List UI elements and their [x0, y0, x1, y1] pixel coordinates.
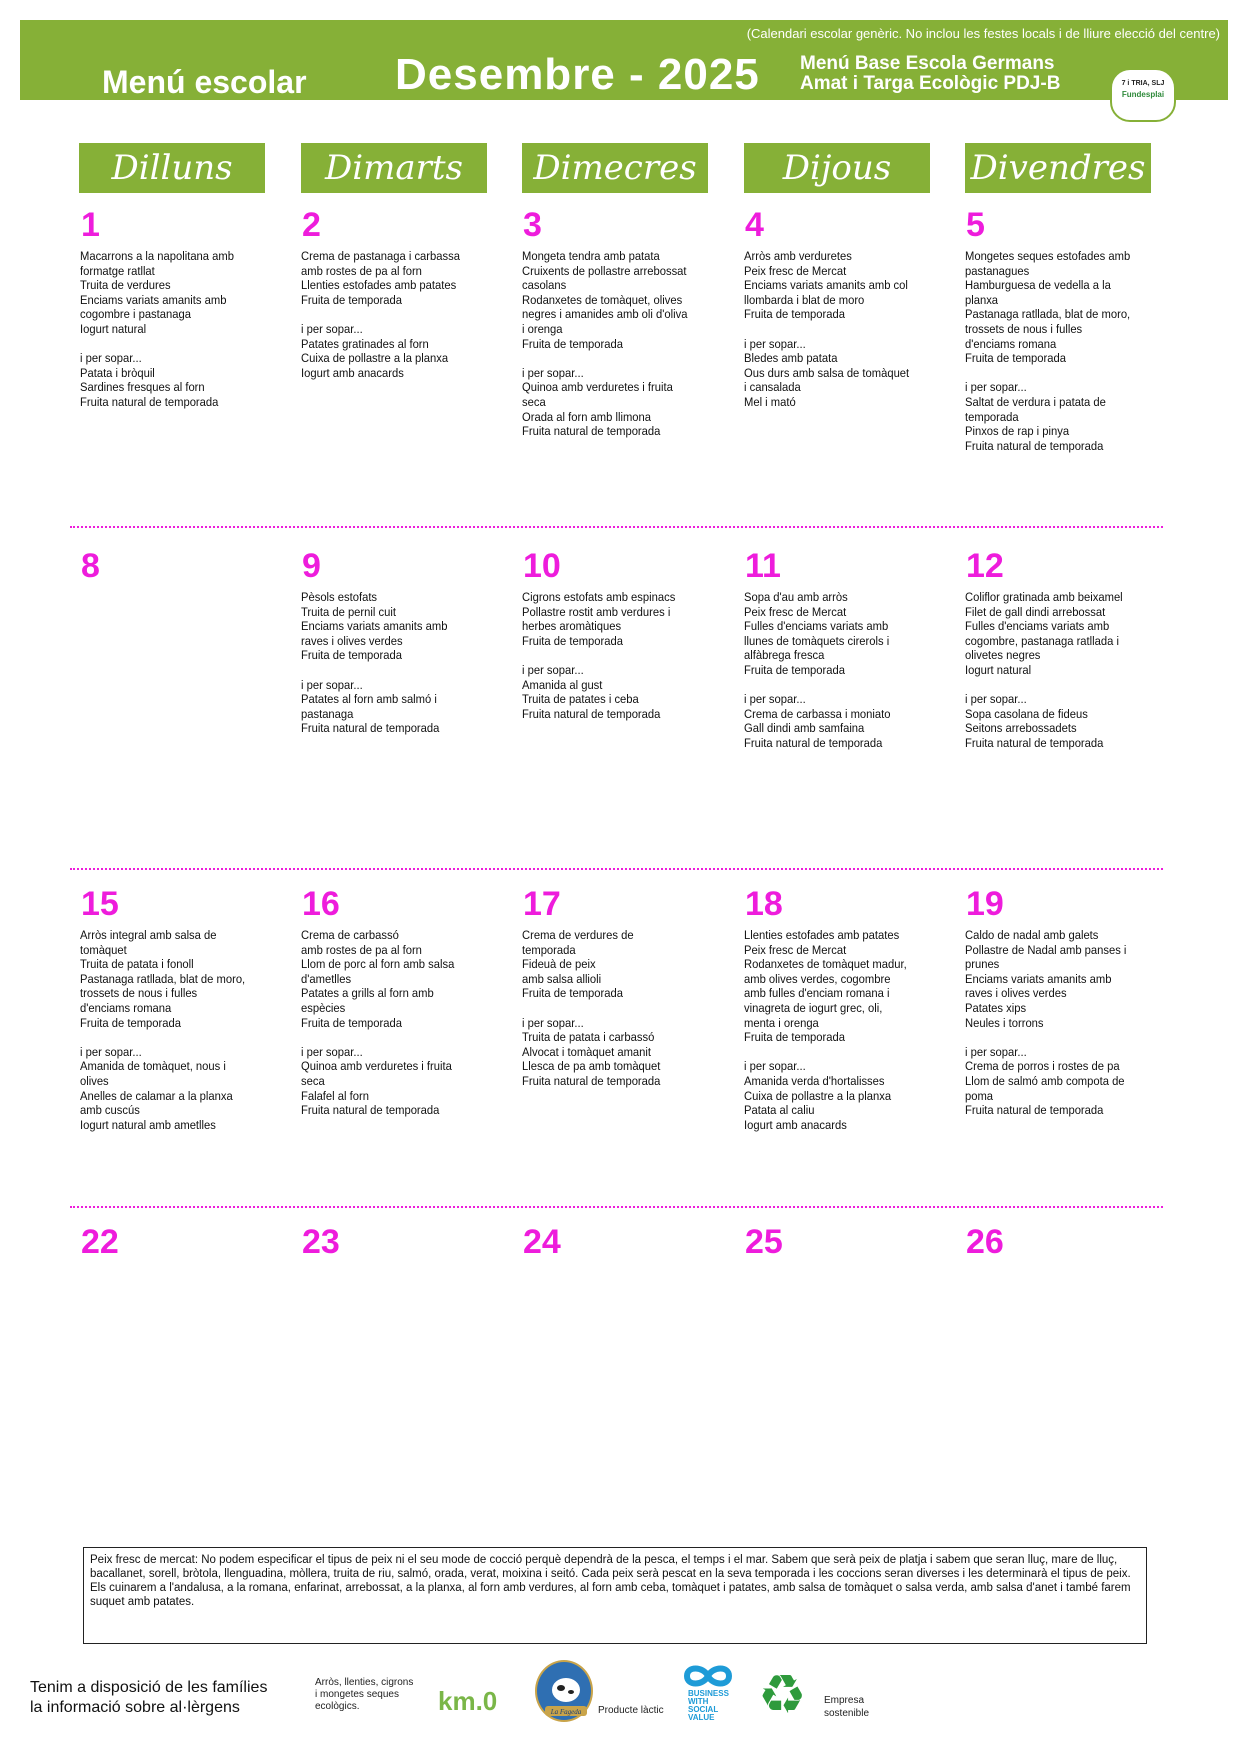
weekday-header-wednesday: Dimecres: [522, 143, 708, 193]
menu-item: d'ametlles: [301, 971, 352, 986]
allergens-info-line2: la informació sobre al·lèrgens: [30, 1699, 240, 1716]
day-cell: [965, 205, 1165, 453]
day-cell: [301, 884, 501, 1118]
bsv-line1: BUSINESS: [688, 1689, 729, 1698]
menu-item: herbes aromàtiques: [522, 619, 622, 634]
menu-item: [965, 1030, 1163, 1045]
menu-item: Truita de verdures: [80, 278, 171, 293]
menu-item: Fruita de temporada: [744, 662, 845, 677]
day-cell: [965, 884, 1165, 1118]
menu-item: Iogurt natural amb ametlles: [80, 1117, 216, 1132]
dinner-heading: i per sopar...: [301, 677, 363, 692]
menu-item: Iogurt natural: [80, 321, 147, 336]
calendar-note: (Calendari escolar genèric. No inclou les festes locals i de lliure elecció del centre): [746, 26, 1220, 41]
day-number: 1: [81, 206, 100, 244]
menu-item: menta i orenga: [744, 1015, 819, 1030]
day-number: 3: [523, 206, 542, 244]
company-logo-line2: Fundesplai: [1121, 90, 1165, 99]
day-number: 24: [523, 1223, 561, 1261]
menu-item: llunes de tomàquets cirerols i: [744, 633, 890, 648]
menu-list: [744, 590, 942, 751]
menu-item: Fruita natural de temporada: [965, 438, 1104, 453]
menu-item: olives: [80, 1073, 109, 1088]
menu-item: tomàquet: [80, 942, 127, 957]
menu-item: Crema de porros i rostes de pa: [965, 1059, 1120, 1074]
day-number: 9: [302, 547, 321, 585]
menu-item: Anelles de calamar a la planxa: [80, 1088, 233, 1103]
dinner-heading: i per sopar...: [301, 1044, 363, 1059]
menu-item: [522, 648, 720, 663]
menu-item: Enciams variats amanits amb: [965, 971, 1112, 986]
school-name: [800, 54, 1060, 94]
menu-item: [80, 1030, 278, 1045]
menu-item: pastanagues: [965, 263, 1030, 278]
menu-item: Filet de gall dindi arrebossat: [965, 604, 1106, 619]
menu-item: Fruita de temporada: [744, 1030, 845, 1045]
dinner-heading: i per sopar...: [522, 365, 584, 380]
menu-item: prunes: [965, 957, 1000, 972]
menu-list: [80, 249, 278, 410]
menu-list: [522, 249, 720, 439]
day-number: 22: [81, 1223, 119, 1261]
menu-item: raves i olives verdes: [301, 633, 403, 648]
menu-item: Mongeta tendra amb patata: [522, 249, 660, 263]
menu-item: [80, 337, 278, 352]
day-cell: [744, 546, 944, 751]
menu-item: Sardines fresques al forn: [80, 380, 205, 395]
recycle-icon: ♻: [758, 1665, 807, 1725]
menu-item: Fruita natural de temporada: [522, 706, 661, 721]
menu-item: cogombre i pastanaga: [80, 307, 191, 322]
day-cell: [965, 546, 1165, 751]
eco-note-line2: i mongetes seques: [315, 1689, 399, 1700]
menu-item: Peix fresc de Mercat: [744, 604, 847, 619]
eco-legumes-note: [315, 1677, 413, 1713]
menu-item: amb salsa allioli: [522, 971, 602, 986]
day-number: 16: [302, 885, 340, 923]
week-separator: [70, 526, 1163, 528]
dairy-brand-label: La Fageda: [550, 1708, 582, 1716]
menu-item: Cuixa de pollastre a la planxa: [301, 351, 449, 366]
menu-list: [301, 249, 499, 380]
dinner-heading: i per sopar...: [80, 351, 142, 366]
menu-item: Sopa d'au amb arròs: [744, 590, 848, 604]
menu-item: Fruita natural de temporada: [744, 735, 883, 750]
menu-item: Gall dindi amb samfaina: [744, 721, 865, 736]
menu-item: Fruita natural de temporada: [522, 1073, 661, 1088]
menu-list: [965, 590, 1163, 751]
menu-item: Truita de patates i ceba: [522, 692, 639, 707]
day-cell: [80, 1222, 280, 1266]
cow-icon: [537, 1662, 595, 1724]
dinner-heading: i per sopar...: [965, 380, 1027, 395]
menu-item: poma: [965, 1088, 994, 1103]
menu-item: Fruita de temporada: [965, 351, 1066, 366]
menu-item: Patates al forn amb salmó i: [301, 692, 437, 707]
menu-item: Llenties estofades amb patates: [301, 278, 457, 293]
menu-item: Fruita natural de temporada: [522, 424, 661, 439]
menu-item: Mongetes seques estofades amb: [965, 249, 1131, 263]
day-number: 4: [745, 206, 764, 244]
day-number: 2: [302, 206, 321, 244]
menu-item: negres i amanides amb oli d'oliva: [522, 307, 688, 322]
menu-item: Fruita de temporada: [522, 986, 623, 1001]
menu-item: Seitons arrebossadets: [965, 721, 1077, 736]
menu-item: [301, 663, 499, 678]
menu-item: amb fulles d'enciam romana i: [744, 986, 890, 1001]
menu-item: Peix fresc de Mercat: [744, 263, 847, 278]
fish-footnote: Peix fresc de mercat: No podem especificar el tipus de peix ni el seu mode de cocció perquè dependrà de la pesca, el temps i el mar. Sabem que serà peix de platja i sabem que seran lluç, mare de lluç, bacallanet, sorell, bròtola, llenguadina, mòllera, truita de riu, salmó, orada, verat, moixina i seitó. Cada peix serà pescat en la seva temporada i les coccions seran diverses i les determinarà el tipus de peix. Els cuinarem a l'andalusa, a la romana, enfarinat, arrebossat, a la planxa, al forn amb verdures, al forn amb ceba, tomàquet i patates, amb salsa de tomàquet o salsa verda, amb salsa d'anet i també farem suquet amb patates.: [83, 1547, 1147, 1644]
menu-item: Fruita natural de temporada: [301, 721, 440, 736]
menu-item: trossets de nous i fulles: [965, 321, 1083, 336]
menu-item: [301, 1030, 499, 1045]
day-cell: [744, 884, 944, 1132]
menu-item: Falafel al forn: [301, 1088, 369, 1103]
menu-list: [744, 249, 942, 410]
menu-item: Fulles d'enciams variats amb: [965, 619, 1110, 634]
menu-item: i cansalada: [744, 380, 801, 395]
menu-item: planxa: [965, 292, 999, 307]
menu-item: Fruita de temporada: [744, 307, 845, 322]
menu-list: [522, 590, 720, 721]
menu-item: Llenties estofades amb patates: [744, 928, 900, 942]
company-logo: [1110, 68, 1176, 122]
menu-list: [301, 928, 499, 1118]
menu-item: Fruita de temporada: [301, 292, 402, 307]
menu-item: Fruita de temporada: [80, 1015, 181, 1030]
bsv-line4: VALUE: [688, 1713, 715, 1722]
menu-item: Cigrons estofats amb espinacs: [522, 590, 676, 604]
day-number: 10: [523, 547, 561, 585]
menu-item: cogombre, pastanaga ratllada i: [965, 633, 1119, 648]
weekday-header-monday: Dilluns: [79, 143, 265, 193]
eco-note-line3: ecològics.: [315, 1701, 360, 1712]
menu-item: raves i olives verdes: [965, 986, 1067, 1001]
menu-item: amb rostes de pa al forn: [301, 942, 422, 957]
menu-item: Peix fresc de Mercat: [744, 942, 847, 957]
menu-item: Pollastre rostit amb verdures i: [522, 604, 671, 619]
menu-item: Patates a grills al forn amb: [301, 986, 434, 1001]
menu-item: Enciams variats amanits amb: [301, 619, 448, 634]
menu-item: alfàbrega fresca: [744, 648, 825, 663]
menu-item: pastanaga: [301, 706, 354, 721]
week-separator: [70, 868, 1163, 870]
dinner-heading: i per sopar...: [522, 662, 584, 677]
menu-item: Fruita natural de temporada: [965, 1103, 1104, 1118]
menu-item: Fruita natural de temporada: [80, 394, 219, 409]
menu-item: Amanida de tomàquet, nous i: [80, 1059, 226, 1074]
day-cell: [301, 205, 501, 380]
menu-item: Pastanaga ratllada, blat de moro,: [80, 971, 246, 986]
menu-title: Menú escolar: [102, 64, 307, 100]
menu-item: Alvocat i tomàquet amanit: [522, 1044, 652, 1059]
day-cell: [744, 205, 944, 410]
menu-item: olivetes negres: [965, 648, 1041, 663]
menu-item: Hamburguesa de vedella a la: [965, 278, 1111, 293]
menu-item: amb rostes de pa al forn: [301, 263, 422, 278]
day-number: 25: [745, 1223, 783, 1261]
menu-item: Cuixa de pollastre a la planxa: [744, 1088, 892, 1103]
day-cell: [80, 546, 280, 590]
menu-item: Iogurt amb anacards: [301, 365, 404, 380]
sust-line1: Empresa: [824, 1695, 865, 1706]
menu-item: temporada: [965, 409, 1019, 424]
menu-item: llombarda i blat de moro: [744, 292, 865, 307]
dairy-product-label: Producte làctic: [598, 1705, 664, 1716]
menu-item: Neules i torrons: [965, 1015, 1044, 1030]
menu-item: Quinoa amb verduretes i fruita: [522, 380, 673, 395]
menu-item: Amanida al gust: [522, 677, 603, 692]
dinner-heading: i per sopar...: [301, 321, 363, 336]
menu-item: Enciams variats amanits amb col: [744, 278, 908, 293]
menu-item: Llom de salmó amb compota de: [965, 1073, 1125, 1088]
menu-item: Fruita natural de temporada: [301, 1103, 440, 1118]
menu-item: Arròs integral amb salsa de: [80, 928, 217, 942]
company-logo-line1: 7 i TRIA, SLJ: [1121, 80, 1165, 87]
menu-item: [522, 1001, 720, 1016]
week-separator: [70, 1206, 1163, 1208]
menu-item: [744, 1045, 942, 1060]
school-name-line1: Menú Base Escola Germans: [800, 53, 1055, 74]
menu-item: Fideuà de peix: [522, 957, 596, 972]
menu-item: Caldo de nadal amb galets: [965, 928, 1099, 942]
km0-logo: km.0: [438, 1686, 498, 1716]
day-number: 17: [523, 885, 561, 923]
day-cell: [301, 546, 501, 736]
day-cell: [80, 205, 280, 410]
menu-item: [965, 678, 1163, 693]
day-number: 18: [745, 885, 783, 923]
infinity-icon: [683, 1662, 733, 1690]
menu-item: Patata i bròquil: [80, 365, 155, 380]
menu-item: Patata al caliu: [744, 1103, 815, 1118]
menu-item: [744, 322, 942, 337]
menu-item: Fruita de temporada: [301, 1015, 402, 1030]
menu-item: d'enciams romana: [80, 1000, 172, 1015]
bsv-line3: SOCIAL: [688, 1705, 719, 1714]
menu-item: formatge ratllat: [80, 263, 155, 278]
bsv-line2: WITH: [688, 1697, 709, 1706]
menu-item: Crema de carbassa i moniato: [744, 706, 891, 721]
menu-item: i orenga: [522, 321, 563, 336]
menu-item: Pastanaga ratllada, blat de moro,: [965, 307, 1131, 322]
menu-item: [744, 678, 942, 693]
day-cell: [522, 1222, 722, 1266]
menu-item: Fruita de temporada: [522, 336, 623, 351]
menu-item: Crema de verdures de: [522, 928, 634, 942]
menu-item: Iogurt natural: [965, 662, 1032, 677]
dinner-heading: i per sopar...: [965, 692, 1027, 707]
eco-note-line1: Arròs, llenties, cigrons: [315, 1677, 414, 1688]
menu-item: Llesca de pa amb tomàquet: [522, 1059, 661, 1074]
day-cell: [744, 1222, 944, 1266]
day-cell: [80, 884, 280, 1132]
menu-item: [522, 351, 720, 366]
school-name-line2: Amat i Targa Ecològic PDJ-B: [800, 73, 1061, 94]
day-cell: [522, 205, 722, 439]
menu-item: Bledes amb patata: [744, 351, 838, 366]
menu-item: [301, 307, 499, 322]
menu-item: temporada: [522, 942, 576, 957]
menu-item: Amanida verda d'hortalisses: [744, 1073, 885, 1088]
day-cell: [965, 1222, 1165, 1266]
menu-list: [301, 590, 499, 736]
menu-item: Fruita de temporada: [522, 633, 623, 648]
header-band: [20, 20, 1228, 100]
weekday-header-tuesday: Dimarts: [301, 143, 487, 193]
allergens-info: [30, 1678, 267, 1718]
menu-item: Crema de carbassó: [301, 928, 399, 942]
menu-item: espècies: [301, 1000, 346, 1015]
day-number: 26: [966, 1223, 1004, 1261]
menu-item: Fruita natural de temporada: [965, 735, 1104, 750]
menu-item: seca: [301, 1073, 325, 1088]
menu-item: amb olives verdes, cogombre: [744, 971, 891, 986]
menu-item: Pollastre de Nadal amb panses i: [965, 942, 1127, 957]
menu-item: Pèsols estofats: [301, 590, 378, 604]
menu-list: [522, 928, 720, 1089]
day-number: 5: [966, 206, 985, 244]
menu-item: Mel i mató: [744, 394, 796, 409]
menu-item: Truita de patata i fonoll: [80, 957, 194, 972]
dinner-heading: i per sopar...: [522, 1015, 584, 1030]
menu-item: Arròs amb verduretes: [744, 249, 852, 263]
menu-item: Crema de pastanaga i carbassa: [301, 249, 460, 263]
menu-item: Llom de porc al forn amb salsa: [301, 957, 455, 972]
menu-item: Quinoa amb verduretes i fruita: [301, 1059, 452, 1074]
menu-item: Macarrons a la napolitana amb: [80, 249, 234, 263]
day-cell: [522, 884, 722, 1089]
menu-item: Truita de patata i carbassó: [522, 1030, 655, 1045]
dinner-heading: i per sopar...: [744, 1059, 806, 1074]
menu-list: [965, 928, 1163, 1118]
menu-item: casolans: [522, 278, 567, 293]
day-number: 8: [81, 547, 100, 585]
day-number: 11: [745, 547, 781, 585]
day-number: 12: [966, 547, 1004, 585]
menu-item: trossets de nous i fulles: [80, 986, 198, 1001]
menu-item: Saltat de verdura i patata de: [965, 394, 1106, 409]
menu-item: Coliflor gratinada amb beixamel: [965, 590, 1123, 604]
menu-item: Fruita de temporada: [301, 648, 402, 663]
dinner-heading: i per sopar...: [744, 336, 806, 351]
month-title: Desembre - 2025: [395, 50, 760, 99]
menu-list: [80, 928, 278, 1132]
menu-item: Patates xips: [965, 1000, 1027, 1015]
day-number: 19: [966, 885, 1004, 923]
dinner-heading: i per sopar...: [965, 1044, 1027, 1059]
menu-item: Fulles d'enciams variats amb: [744, 619, 889, 634]
menu-item: Cruixents de pollastre arrebossat: [522, 263, 687, 278]
menu-item: Ous durs amb salsa de tomàquet: [744, 365, 910, 380]
dairy-cow-logo: [535, 1660, 593, 1722]
dinner-heading: i per sopar...: [744, 692, 806, 707]
menu-item: Iogurt amb anacards: [744, 1117, 847, 1132]
weekday-header-thursday: Dijous: [744, 143, 930, 193]
day-number: 15: [81, 885, 119, 923]
menu-item: d'enciams romana: [965, 336, 1057, 351]
menu-list: [744, 928, 942, 1132]
menu-item: amb cuscús: [80, 1103, 140, 1118]
menu-item: Sopa casolana de fideus: [965, 706, 1088, 721]
menu-list: [965, 249, 1163, 453]
sustainable-company-label: [824, 1694, 869, 1720]
menu-item: [965, 366, 1163, 381]
menu-item: Orada al forn amb llimona: [522, 409, 652, 424]
day-cell: [301, 1222, 501, 1266]
weekday-header-friday: Divendres: [965, 143, 1151, 193]
menu-item: Rodanxetes de tomàquet, olives: [522, 292, 683, 307]
dinner-heading: i per sopar...: [80, 1044, 142, 1059]
day-number: 23: [302, 1223, 340, 1261]
allergens-info-line1: Tenim a disposició de les famílies: [30, 1679, 268, 1696]
sust-line2: sostenible: [824, 1708, 870, 1719]
menu-item: seca: [522, 394, 546, 409]
menu-item: Rodanxetes de tomàquet madur,: [744, 957, 907, 972]
business-social-value-label: [688, 1690, 729, 1722]
menu-item: vinagreta de iogurt grec, oli,: [744, 1000, 883, 1015]
day-cell: [522, 546, 722, 721]
menu-item: Patates gratinades al forn: [301, 336, 429, 351]
menu-item: Truita de pernil cuit: [301, 604, 396, 619]
menu-item: Enciams variats amanits amb: [80, 292, 227, 307]
menu-item: Pinxos de rap i pinya: [965, 424, 1070, 439]
